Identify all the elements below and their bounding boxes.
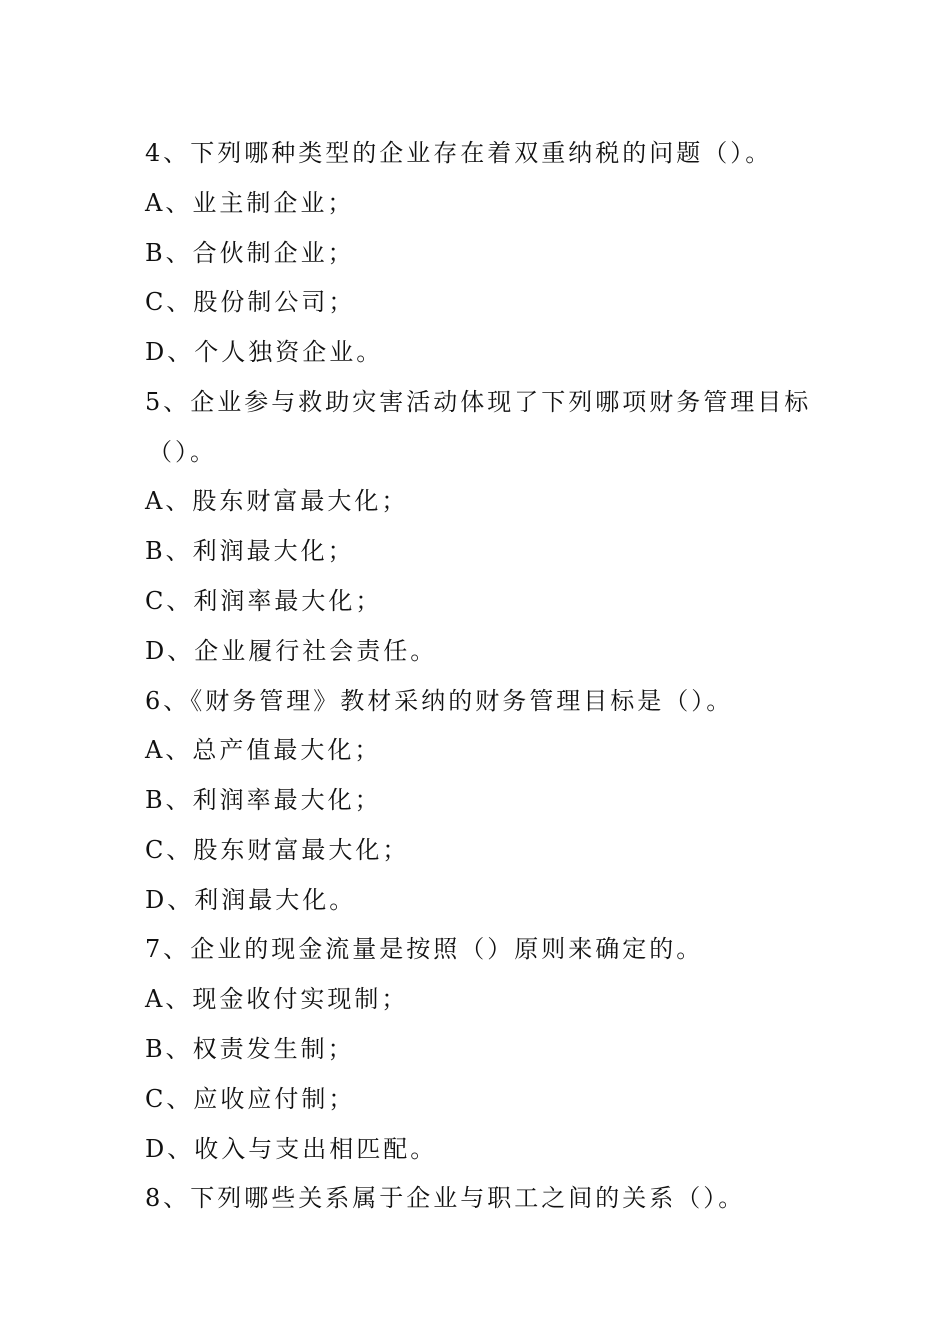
question-7-option-a: A、现金收付实现制； — [145, 985, 409, 1013]
question-4-option-b: B、合伙制企业； — [145, 239, 355, 267]
question-5-option-c: C、利润率最大化； — [145, 587, 383, 615]
question-7-option-c: C、应收应付制； — [145, 1085, 356, 1113]
question-7-option-d: D、收入与支出相匹配。 — [145, 1135, 438, 1163]
question-5-option-d: D、企业履行社会责任。 — [145, 637, 438, 665]
question-6-option-d: D、利润最大化。 — [145, 886, 357, 914]
question-8-stem: 8、下列哪些关系属于企业与职工之间的关系（）。 — [145, 1184, 746, 1212]
question-4-option-a: A、业主制企业； — [145, 189, 355, 217]
question-6-option-b: B、利润率最大化； — [145, 786, 382, 814]
question-4-stem: 4、下列哪种类型的企业存在着双重纳税的问题（）。 — [145, 139, 773, 167]
question-6-stem: 6、《财务管理》教材采纳的财务管理目标是（）。 — [145, 687, 734, 715]
question-5-option-b: B、利润最大化； — [145, 537, 355, 565]
question-6-option-a: A、总产值最大化； — [145, 736, 382, 764]
question-4-option-c: C、股份制公司； — [145, 288, 356, 316]
question-7-stem: 7、企业的现金流量是按照（）原则来确定的。 — [145, 935, 704, 963]
question-6-option-c: C、股东财富最大化； — [145, 836, 410, 864]
question-5-option-a: A、股东财富最大化； — [145, 487, 409, 515]
question-5-stem: 5、企业参与救助灾害活动体现了下列哪项财务管理目标 — [145, 388, 812, 416]
question-5-stem-continued: （）。 — [148, 438, 217, 466]
question-4-option-d: D、个人独资企业。 — [145, 338, 384, 366]
question-7-option-b: B、权责发生制； — [145, 1035, 355, 1063]
